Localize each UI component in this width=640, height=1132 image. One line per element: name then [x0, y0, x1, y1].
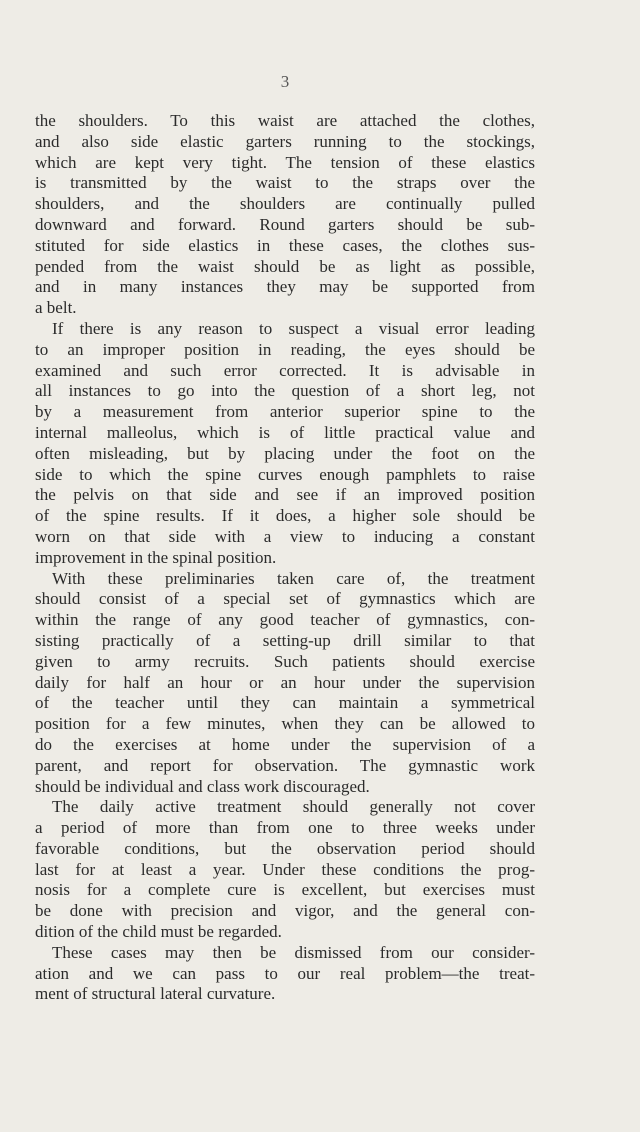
text-line: side to which the spine curves enough pamphlets to raise [35, 464, 535, 484]
text-line: and also side elastic garters running to the stockings, [35, 131, 535, 151]
text-line: a period of more than from one to three weeks under [35, 818, 535, 838]
text-line: These cases may then be dismissed from our consider- [52, 942, 535, 962]
page-number: 3 [280, 72, 290, 91]
text-line: ation and we can pass to our real problem—the treat- [35, 963, 535, 983]
text-line: given to army recruits. Such patients should exercise [35, 651, 535, 671]
text-line: parent, and report for observation. The gymnastic work [35, 755, 535, 775]
text-line: be done with precision and vigor, and the general con- [35, 901, 535, 921]
text-line: downward and forward. Round garters should be sub- [35, 214, 535, 234]
text-line: do the exercises at home under the supervision of a [35, 734, 535, 754]
text-line: a belt. [35, 298, 77, 318]
text-line: improvement in the spinal position. [35, 547, 277, 567]
text-line: often misleading, but by placing under the foot on the [35, 443, 535, 463]
text-line: favorable conditions, but the observation period should [35, 838, 535, 858]
text-line: the pelvis on that side and see if an improved position [35, 485, 535, 505]
text-line: pended from the waist should be as light as possible, [35, 256, 535, 276]
text-line: should be individual and class work discouraged. [35, 776, 370, 796]
text-line: The daily active treatment should generally not cover [52, 797, 535, 817]
text-line: should consist of a special set of gymnastics which are [35, 589, 535, 609]
text-line: nosis for a complete cure is excellent, but exercises must [35, 880, 535, 900]
text-line: of the spine results. If it does, a higher sole should be [35, 506, 535, 526]
text-line: worn on that side with a view to inducing a constant [35, 526, 535, 546]
text-line: sisting practically of a setting-up drill similar to that [35, 630, 535, 650]
text-line: daily for half an hour or an hour under the supervision [35, 672, 535, 692]
text-line: to an improper position in reading, the eyes should be [35, 339, 535, 359]
text-line: stituted for side elastics in these cases, the clothes sus- [35, 235, 535, 255]
text-line: of the teacher until they can maintain a symmetrical [35, 693, 535, 713]
text-line: the shoulders. To this waist are attached the clothes, [35, 111, 535, 130]
text-line: dition of the child must be regarded. [35, 922, 282, 942]
text-line: and in many instances they may be supported from [35, 277, 535, 297]
text-line: internal malleolus, which is of little practical value and [35, 422, 535, 442]
text-line: which are kept very tight. The tension of these elastics [35, 152, 535, 172]
text-line: within the range of any good teacher of gymnastics, con- [35, 610, 535, 630]
text-line: all instances to go into the question of a short leg, not [35, 381, 535, 401]
text-line: by a measurement from anterior superior spine to the [35, 402, 535, 422]
text-line: position for a few minutes, when they can be allowed to [35, 714, 535, 734]
text-line: last for at least a year. Under these conditions the prog- [35, 859, 535, 879]
text-line: examined and such error corrected. It is advisable in [35, 360, 535, 380]
body-text [35, 111, 535, 1005]
text-line: With these preliminaries taken care of, the treatment [52, 568, 535, 588]
text-line: ment of structural lateral curvature. [35, 984, 276, 1004]
text-line: is transmitted by the waist to the straps over the [35, 173, 535, 193]
text-line: shoulders, and the shoulders are continually pulled [35, 194, 535, 214]
text-line: If there is any reason to suspect a visual error leading [52, 318, 535, 338]
